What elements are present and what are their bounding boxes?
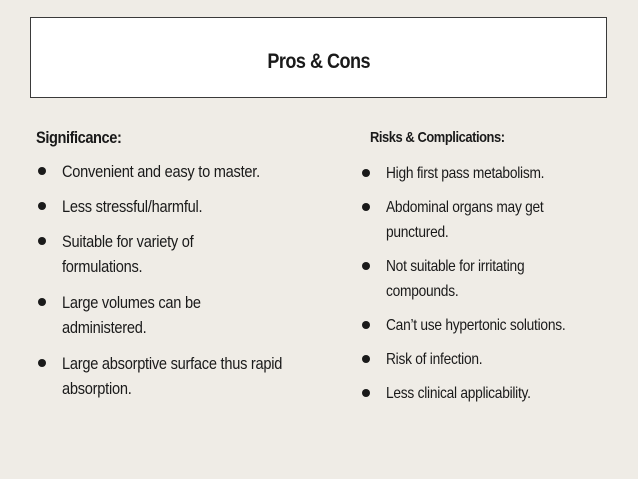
list-item: Risk of infection. (360, 347, 630, 372)
significance-list (36, 159, 336, 401)
bullet-icon (362, 389, 370, 397)
significance-heading: Significance: (36, 128, 122, 147)
bullet-icon (38, 237, 46, 245)
bullet-icon (362, 262, 370, 270)
list-item: Large absorptive surface thus rapid absorption. (36, 351, 336, 401)
risks-heading: Risks & Complications: (370, 129, 505, 146)
list-item: Large volumes can be administered. (36, 290, 336, 340)
list-item: Can’t use hypertonic solutions. (360, 313, 630, 338)
significance-column (36, 123, 336, 411)
list-item: High first pass metabolism. (360, 161, 630, 186)
bullet-icon (362, 321, 370, 329)
bullet-icon (38, 298, 46, 306)
bullet-icon (38, 202, 46, 210)
title-box (30, 17, 607, 98)
list-item: Abdominal organs may get punctured. (360, 195, 630, 245)
bullet-icon (362, 355, 370, 363)
list-item: Not suitable for irritating compounds. (360, 254, 630, 304)
list-item: Suitable for variety of formulations. (36, 229, 336, 279)
bullet-icon (362, 203, 370, 211)
list-item: Convenient and easy to master. (36, 159, 336, 184)
risks-column (360, 123, 630, 415)
bullet-icon (38, 167, 46, 175)
slide-title: Pros & Cons (267, 49, 370, 73)
bullet-icon (362, 169, 370, 177)
list-item: Less clinical applicability. (360, 381, 630, 406)
list-item: Less stressful/harmful. (36, 194, 336, 219)
risks-list (360, 161, 630, 406)
bullet-icon (38, 359, 46, 367)
